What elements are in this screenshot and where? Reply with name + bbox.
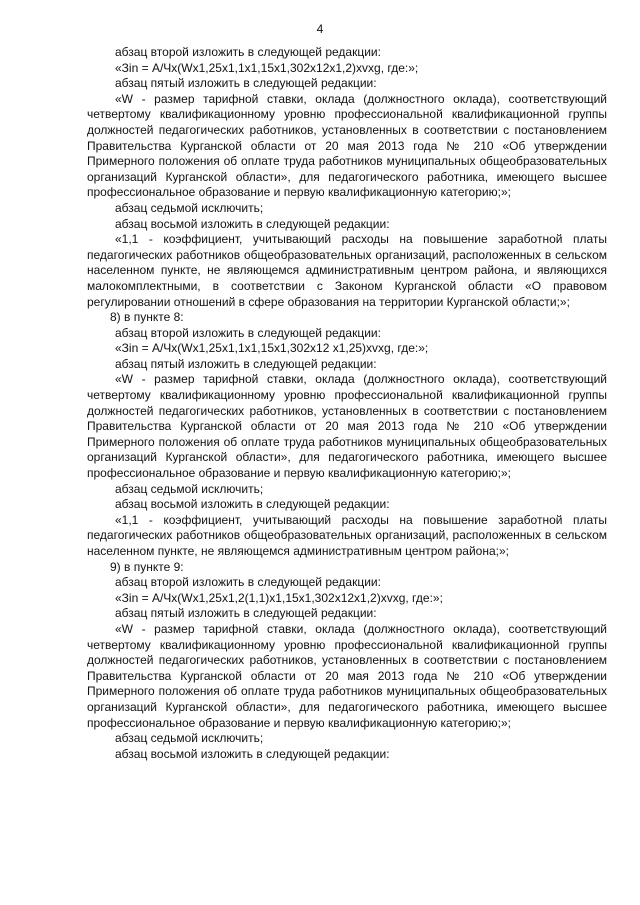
paragraph-22: абзац восьмой изложить в следующей редакции: xyxy=(115,746,390,761)
document-body xyxy=(87,45,607,762)
section-8-heading: 8) в пункте 8: xyxy=(110,310,184,325)
paragraph-17: абзац второй изложить в следующей редакции: xyxy=(115,575,381,590)
formula-2: «Зin = А/Чх(Wx1,25x1,1x1,15x1,302x12 x1,25)xvxg, где:»; xyxy=(115,341,429,356)
paragraph-12: «W - размер тарифной ставки, оклада (должностного оклада), соответствующий четвертому квалификационному уровню профессиональной квалификационной группы должностей педагогических работников, установленных в соответствии с постановлением Правительства Курганской области от 20 мая 2013 года № 210 «Об утверждении Примерного положения об оплате труда работников муниципальных общеобразовательных организаций Курганской области», для педагогического работника, имеющего высшее профессиональное образование и первую квалификационную категорию;»; xyxy=(87,372,607,481)
page-number: 4 xyxy=(316,22,324,36)
paragraph-13: абзац седьмой исключить; xyxy=(115,481,264,496)
formula-1: «Зin = А/Чх(Wx1,25x1,1x1,15x1,302x12x1,2)xvxg, где:»; xyxy=(115,60,419,75)
paragraph-15: «1,1 - коэффициент, учитывающий расходы на повышение заработной платы педагогических работников общеобразовательных организаций, расположенных в сельском населенном пункте, не являющемся административным центром района;»; xyxy=(87,512,607,558)
paragraph-4: «W - размер тарифной ставки, оклада (должностного оклада), соответствующий четвертому квалификационному уровню профессиональной квалификационной группы должностей педагогических работников, установленных в соответствии с постановлением Правительства Курганской области от 20 мая 2013 года № 210 «Об утверждении Примерного положения об оплате труда работников муниципальных общеобразовательных организаций Курганской области», для педагогического работника, имеющего высшее профессиональное образование и первую квалификационную категорию;»; xyxy=(87,91,607,200)
paragraph-9: абзац второй изложить в следующей редакции: xyxy=(115,325,381,340)
paragraph-7: «1,1 - коэффициент, учитывающий расходы на повышение заработной платы педагогических работников общеобразовательных организаций, расположенных в сельском населенном пункте, не являющемся административным центром района, и являющихся малокомплектными, в соответствии с Законом Курганской области «О правовом регулировании отношений в сфере образования на территории Курганской области;»; xyxy=(87,232,607,309)
paragraph-14: абзац восьмой изложить в следующей редакции: xyxy=(115,497,390,512)
paragraph-19: абзац пятый изложить в следующей редакции: xyxy=(115,606,377,621)
section-9-heading: 9) в пункте 9: xyxy=(110,559,184,574)
paragraph-5: абзац седьмой исключить; xyxy=(115,200,264,215)
paragraph-3: абзац пятый изложить в следующей редакции: xyxy=(115,76,377,91)
formula-3: «Зin = А/Чх(Wx1,25x1,2(1,1)x1,15x1,302x12x1,2)xvxg, где:»; xyxy=(115,590,443,605)
paragraph-6: абзац восьмой изложить в следующей редакции: xyxy=(115,216,390,231)
paragraph-1: абзац второй изложить в следующей редакции: xyxy=(115,45,381,59)
paragraph-20: «W - размер тарифной ставки, оклада (должностного оклада), соответствующий четвертому квалификационному уровню профессиональной квалификационной группы должностей педагогических работников, установленных в соответствии с постановлением Правительства Курганской области от 20 мая 2013 года № 210 «Об утверждении Примерного положения об оплате труда работников муниципальных общеобразовательных организаций Курганской области», для педагогического работника, имеющего высшее профессиональное образование и первую квалификационную категорию;»; xyxy=(87,621,607,730)
paragraph-21: абзац седьмой исключить; xyxy=(115,731,264,746)
paragraph-11: абзац пятый изложить в следующей редакции: xyxy=(115,356,377,371)
